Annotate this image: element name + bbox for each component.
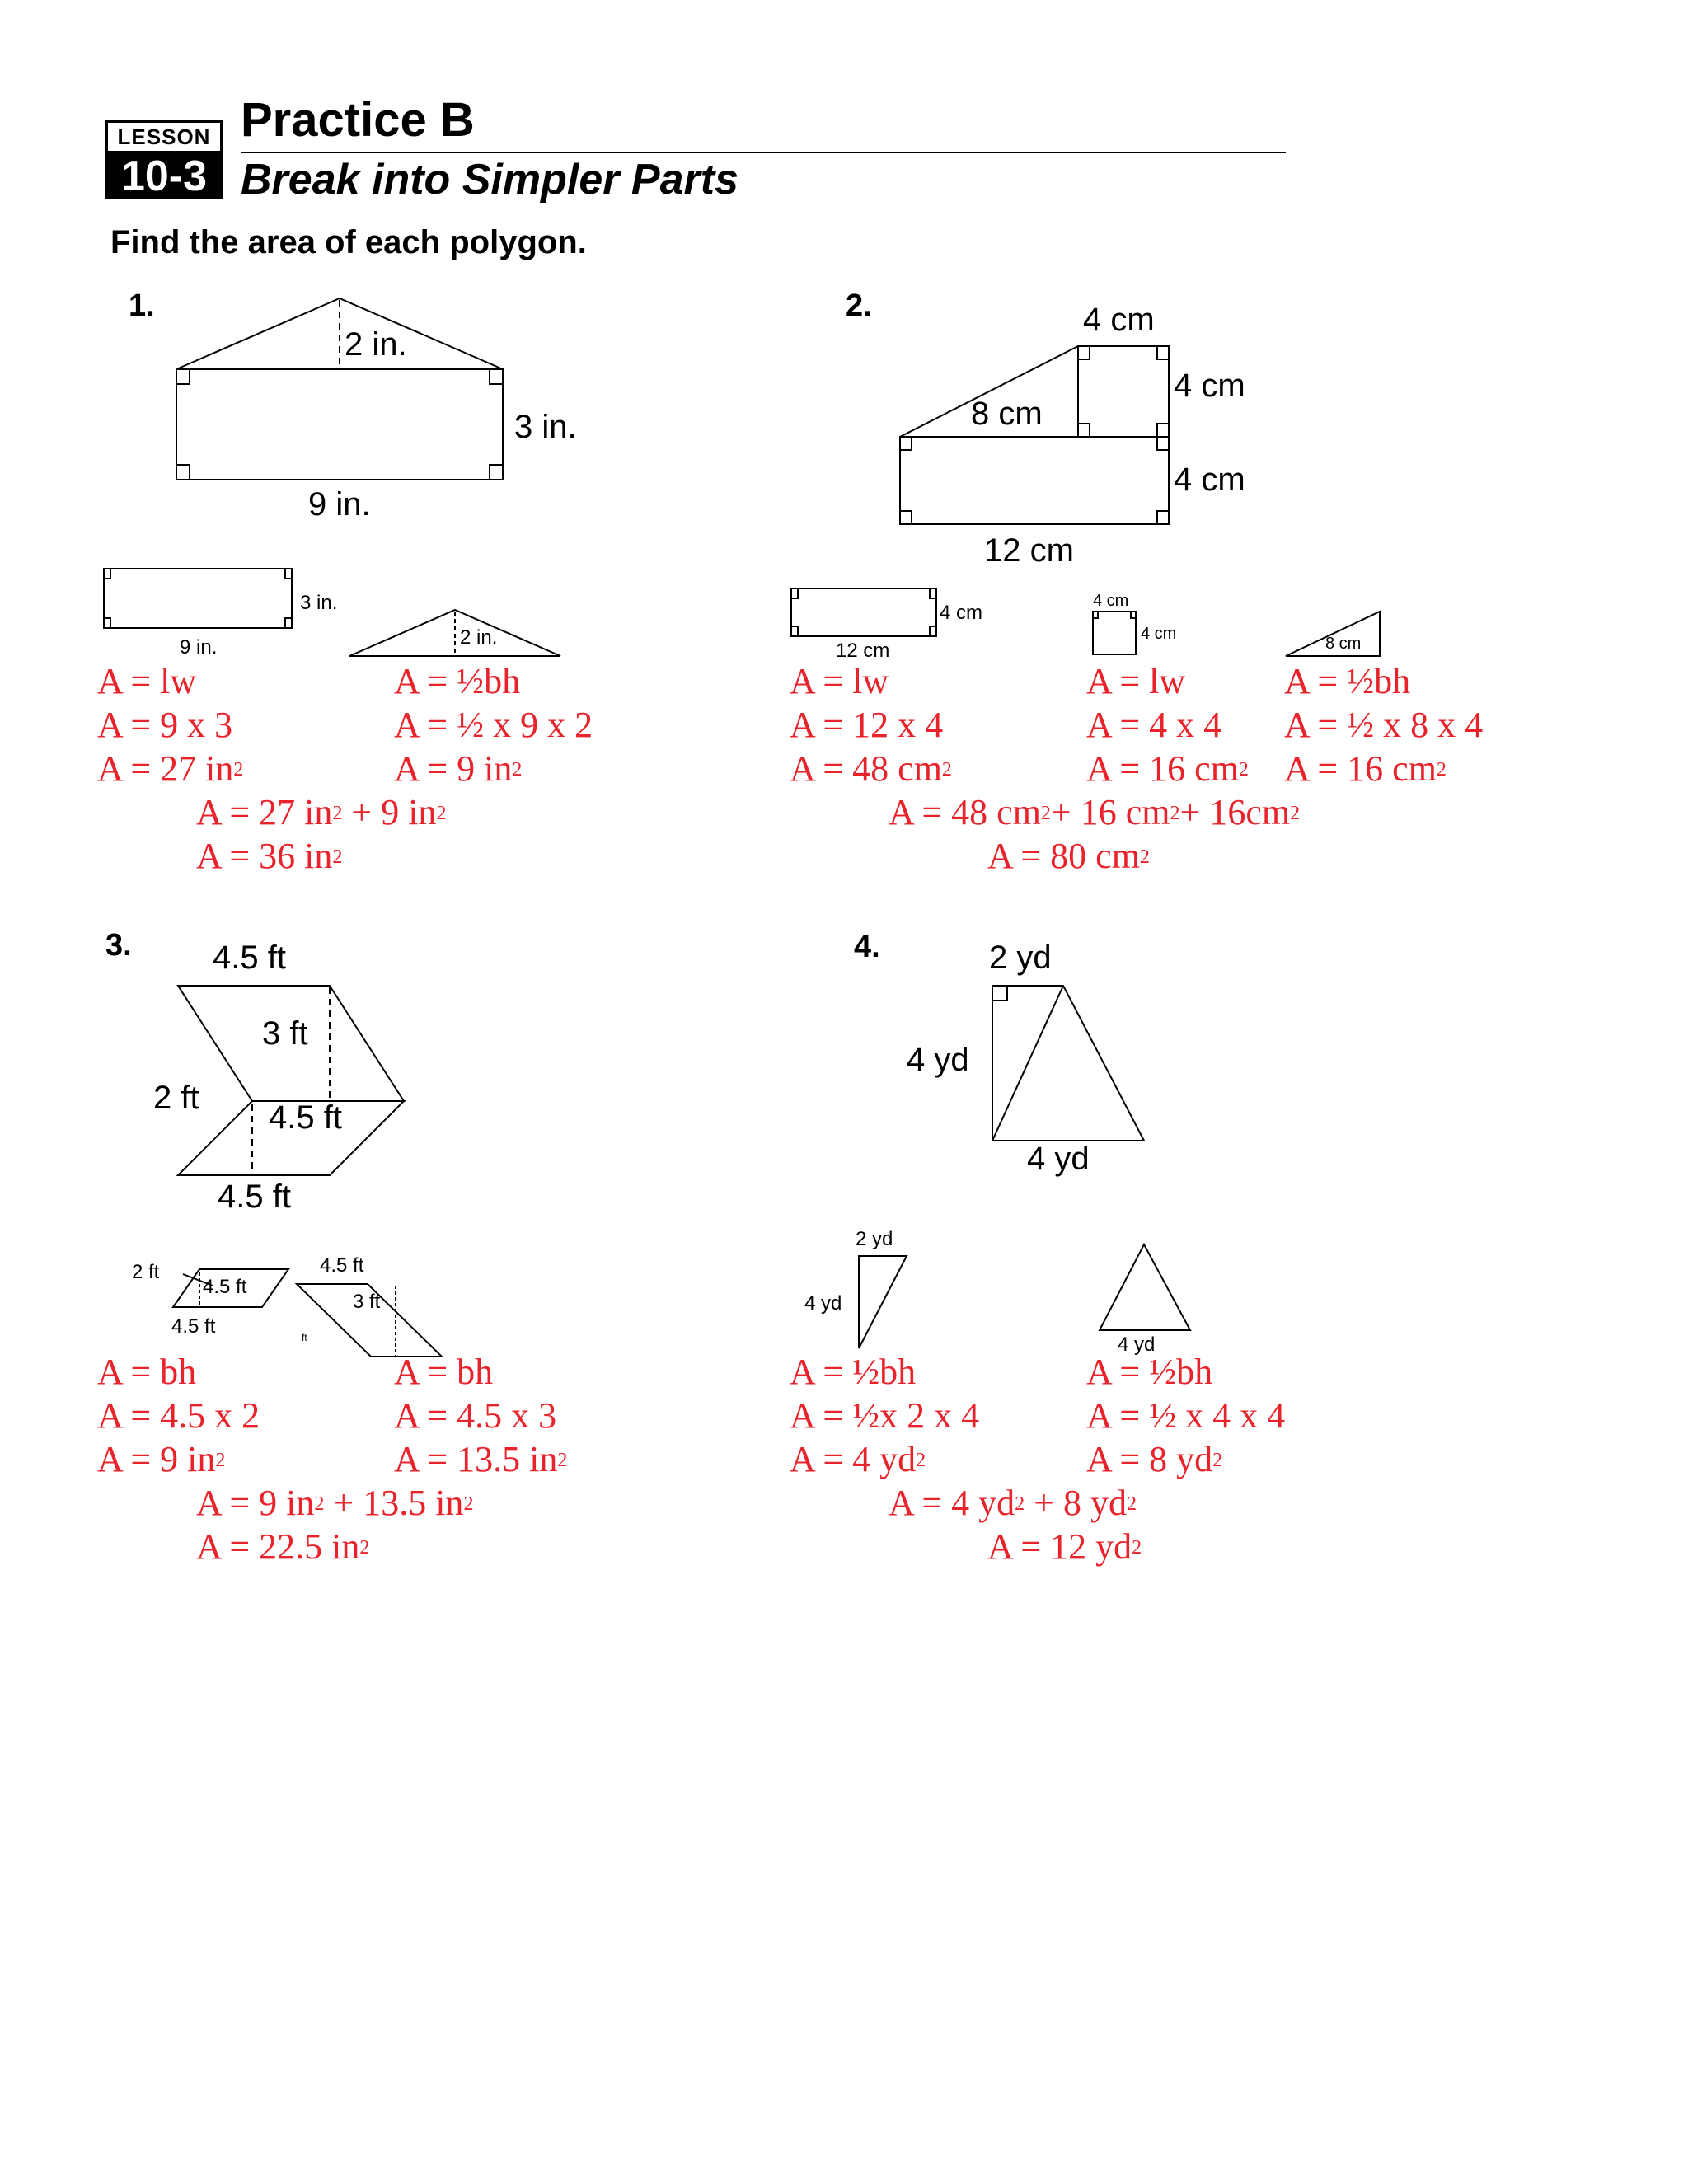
work-line: A = bh — [97, 1352, 197, 1392]
problem-3-height-label: 3 ft — [262, 1015, 308, 1052]
work-line: A = 16 $cm^2$ — [1086, 748, 1249, 789]
work-line: A = ½x 2 x 4 — [790, 1395, 980, 1436]
work-line: A = 9 $in^2$ — [97, 1439, 226, 1479]
work-line: A = 4.5 x 2 — [97, 1395, 260, 1436]
work-line: A = 80 $cm^2$ — [987, 836, 1150, 876]
work-line: A = ½bh — [790, 1352, 917, 1392]
problem-2-right-upper-label: 4 cm — [1174, 368, 1245, 404]
work-line: A = ½ x 9 x 2 — [394, 705, 593, 745]
instructions: Find the area of each polygon. — [110, 224, 587, 260]
problem-1-base-label: 9 in. — [308, 486, 371, 523]
work-line: A = ½bh — [1284, 661, 1411, 701]
work-line: A = ½ x 8 x 4 — [1284, 705, 1484, 745]
work-line: A = 4.5 x 3 — [394, 1395, 557, 1436]
problem-2-small-rect-side: 4 cm — [940, 602, 983, 624]
problem-4-small-tri-side: 4 yd — [804, 1292, 842, 1315]
work-line: A = 4 $yd^2$ — [790, 1439, 926, 1479]
problem-2-small-sq-side: 4 cm — [1141, 625, 1177, 643]
page-subtitle: Break into Simpler Parts — [241, 156, 738, 204]
work-line: A = 9 $in^2 + 13.5$ $in^2$ — [196, 1483, 474, 1523]
problem-4-top-label: 2 yd — [989, 940, 1052, 976]
work-line: A = 27 $in^2$ — [97, 748, 244, 789]
problem-1-height-label: 2 in. — [345, 326, 407, 363]
problem-2-small-rect-base: 12 cm — [836, 640, 890, 662]
problem-4-side-label: 4 yd — [907, 1042, 969, 1078]
work-line: A = 4 x 4 — [1086, 705, 1222, 745]
problem-3-side-label: 2 ft — [153, 1080, 199, 1116]
work-line: A = 16 $cm^2$ — [1284, 748, 1447, 789]
work-line: A = 13.5 $in^2$ — [394, 1439, 568, 1479]
work-line: A = 12 x 4 — [790, 705, 944, 745]
lesson-number: 10-3 — [106, 153, 223, 199]
problem-4-work-right — [1086, 1350, 1285, 1481]
problem-3-small-left-bottom: 4.5 ft — [171, 1315, 216, 1338]
work-line: A = 22.5 $in^2$ — [196, 1526, 370, 1567]
problem-1-small-rect-base: 9 in. — [180, 636, 218, 658]
work-line: A = ½ x 4 x 4 — [1086, 1395, 1286, 1436]
work-line: A = 9 $in^2$ — [394, 748, 523, 789]
work-line: A = 8 $yd^2$ — [1086, 1439, 1223, 1479]
problem-4-total — [889, 1481, 1142, 1568]
work-line: A = 4 $yd^2 + 8$ $yd^2$ — [889, 1483, 1137, 1523]
problem-3-top-label: 4.5 ft — [213, 940, 286, 976]
work-line: A = lw — [790, 661, 889, 701]
problem-2-right-lower-label: 4 cm — [1174, 462, 1245, 498]
problem-2-base-label: 12 cm — [984, 532, 1074, 569]
problem-4-small-tri-base: 4 yd — [1118, 1333, 1156, 1356]
work-line: A = 48 $cm^2$ — [790, 748, 952, 789]
work-line: A = 27 $in^2 + 9$ $in^2$ — [196, 792, 447, 832]
problem-2-small-sq-top: 4 cm — [1093, 592, 1129, 610]
lesson-label: LESSON — [106, 120, 223, 153]
work-line: A = lw — [97, 661, 197, 701]
problem-1-side-label: 3 in. — [514, 409, 577, 445]
work-line: A = ½bh — [1086, 1352, 1213, 1392]
work-line: A = lw — [1086, 661, 1186, 701]
problem-4-number: 4. — [854, 930, 880, 964]
work-line: A = 12 $yd^2$ — [987, 1526, 1142, 1567]
problem-3-small-right-height: 3 ft — [353, 1291, 381, 1313]
work-line: A = bh — [394, 1352, 494, 1392]
problem-3-stray-label: ft — [302, 1332, 307, 1343]
problem-2-top-label: 4 cm — [1083, 302, 1155, 338]
problem-3-number: 3. — [106, 928, 132, 963]
work-line: A = 48 $cm^2+ 16$ $cm^2+ 16cm^2$ — [889, 792, 1301, 832]
problem-2-small-tri: 8 cm — [1325, 635, 1362, 653]
problem-1-small-rect-side: 3 in. — [300, 592, 338, 614]
problem-3-small-right-top: 4.5 ft — [320, 1254, 364, 1277]
work-line: A = 36 $in^2$ — [196, 836, 343, 876]
problem-4-small-tri-top: 2 yd — [856, 1228, 893, 1250]
problem-3-bottom-label: 4.5 ft — [218, 1179, 291, 1215]
work-line: A = ½bh — [394, 661, 521, 701]
problem-3-middle-label: 4.5 ft — [269, 1099, 342, 1136]
problem-1-small-tri-height: 2 in. — [460, 626, 498, 649]
problem-1-number: 1. — [129, 288, 155, 323]
problem-2-hyp-label: 8 cm — [971, 396, 1043, 432]
problem-3-small-left-mid: 4.5 ft — [203, 1276, 247, 1298]
problem-4-base-label: 4 yd — [1027, 1141, 1090, 1177]
work-line: A = 9 x 3 — [97, 705, 233, 745]
problem-3-small-left-side: 2 ft — [132, 1261, 160, 1283]
problem-4-work-left — [790, 1350, 979, 1481]
problem-2-number: 2. — [846, 288, 872, 323]
page-title: Practice B — [241, 93, 475, 147]
